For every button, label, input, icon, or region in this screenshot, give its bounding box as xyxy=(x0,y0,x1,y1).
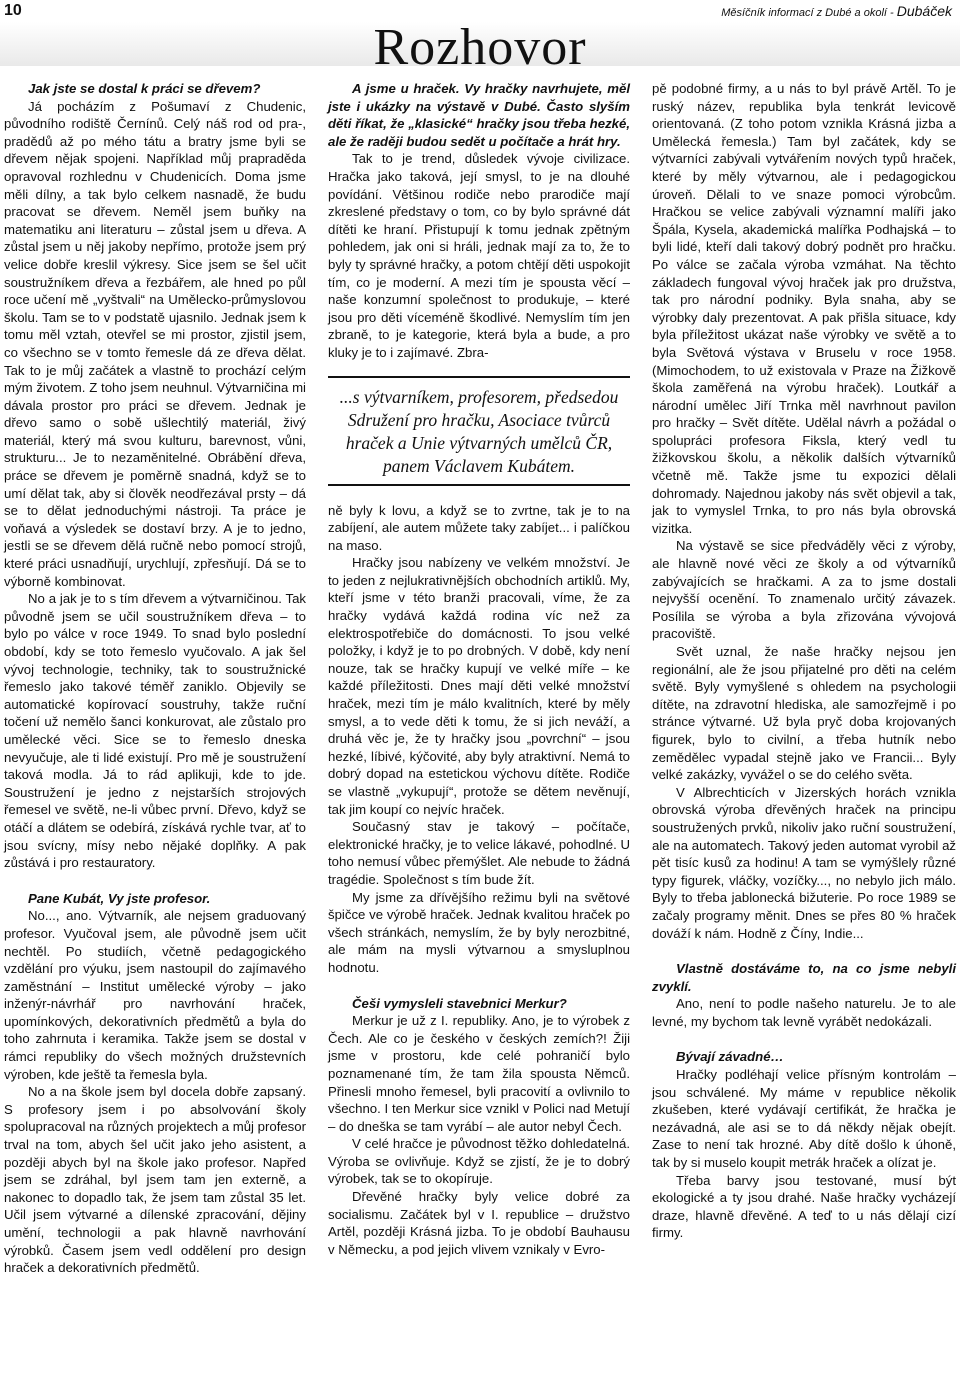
pull-quote: ...s výtvarníkem, profesorem, předsedou Sdružení pro hračku, Asociace tvůrců hraček a Unie výtvarných umělců ČR, panem Václavem Kubátem. xyxy=(328,376,630,486)
publication-header xyxy=(721,3,952,19)
paragraph: Dřevěné hračky byly velice dobré za socialismu. Začátek byl v I. republice – družstvo Artěl, později Krásná jizba. To je období Bauhausu v Německu, a pod jejich vlivem vznikaly v Evro- xyxy=(328,1189,630,1257)
paragraph: My jsme za dřívějšího režimu byli na světové špičce ve výrobě hraček. Jednak kvalitou hraček po všech stránkách, nemyslím, že by byly nerozbitné, ale mám na mysli výtvarnou a smysluplnou hodnotu. xyxy=(328,889,630,975)
interview-question: Jak jste se dostal k práci se dřevem? xyxy=(28,81,261,96)
paragraph: Ano, není to podle našeho naturelu. Je to ale levné, my bychom tak levně vyrábět nedokázali. xyxy=(652,996,956,1029)
interview-question: Češi vymysleli stavebnici Merkur? xyxy=(352,995,567,1011)
paragraph: Já pocházím z Pošumaví z Chudenic, původního rodiště Černínů. Celý náš rod od pra-, pradědů až po mého tátu a bratry jsme byli se dřevem nějak spojeni. Například můj prapraděda opravoval rozhlednu v Chudenicích. Doma jsme měli dílny, a tak bylo celkem nasnadě, že budu pracovat se dřevem. Neměl jsem buňky na matematiku ani literaturu – zůstal jsem u dřeva. A zůstal jsem u něj jakoby nepřímo, protože jsem prý velice dobře kreslil výkresy. Sice jsem se šel učit soustružníkem dřeva a řezbářem, ale hned po půl roce učení mě „vyštvali“ na Umělecko-průmyslovou školu. Tam se to v podstatě ujasnilo. Jednak jsem k tomu měl vztah, otevřel se mi prostor, zjistil jsem, co všechno se v tomto řemesle dá ze dřeva dělat. Tak to je můj začátek a vlastně to prochází celým mým životem. Z toho jsem neuhnul. Výtvarničina mi dávala prostor pro práci se dřevem. Jednak je dřevo samo o sobě ušlechtilý materiál, živý materiál, který má svou kulturu, barevnost, vůni, strukturu... Je to nezaměnitelné. Obrábění dřeva, práce se dřevem je poměrně snadná, když se to umí dělat tak, aby si člověk neodřezával prsty – dá se to dělat jednoduchými nástroji. Ta práce je voňavá a výsledek se dostaví brzy. A je to jedno, jestli se se dřevem dělá ručně nebo pomocí strojů, které práci usnadňují, urychlují, zpřesňují. Dá se to výborně kombinovat. xyxy=(4,98,306,589)
paragraph: No a na škole jsem byl docela dobře zapsaný. S profesory jsem i po absolvování školy spolupracoval na různých projektech a můj profesor trval na tom, abych šel učit jako jeho asistent, a později abych byl na škole jako profesor. Napřed jsem se zdráhal, byl jsem tam jen externě, a nakonec to dopadlo tak, že jsem tam zůstal 35 let. Učil jsem výtvarné a dílenské zpracování, dějiny umění, technologii a pak hlavně navrhování výrobků. Časem jsem vedl oddělení pro design hraček a dekorativních předmětů. xyxy=(4,1084,307,1276)
paragraph: Hračky jsou nabízeny ve velkém množství. Je to jeden z nejlukrativnějších obchodních artiklů. My, kteří jsme v této branži pracovali, víme, že za hračky vydává každá rodina víc než za elektrospotřebiče do domácnosti. To jsou velké položky, i když je to po drobných. V době, kdy není nouze, tak se hračky kupují ve velké míře – ke každé příležitosti. Dnes mají děti velké množství hraček, mezi tím je málo kvalitních, které by měly smysl, a to vede děti k tomu, že si jich neváží, a druhá věc je, že ty hračky jsou „povrchní“ – jsou hezké, líbivé, kýčovité, aby byly atraktivní. Nemá to dobrý dopad na estetickou výchovu dítěte. Rodiče se vlastně „vykupují“, protože se dětem nevěnují, tak jim koupí co nejvíc hraček. xyxy=(328,555,630,817)
paragraph: Hračky podléhají velice přísným kontrolám – jsou schválené. My máme v republice několik zkušeben, které vydávají certifikát, že hračka je nezávadná, ale asi se to dá někdy nějak obejít. Zase to není tak hrozné. Aby dítě došlo k úhoně, tak by si muselo koupit metrák hraček a olízat je. xyxy=(652,1067,956,1171)
column-1 xyxy=(4,80,306,1277)
brand-name: Dubáček xyxy=(896,3,952,19)
publication-name: Měsíčník informací z Dubé a okolí - xyxy=(721,7,894,19)
paragraph: V celé hračce je původnost těžko dohledatelná. Výroba se ovlivňuje. Když se zjistí, že je to dobrý výrobek, tak se to okopíruje. xyxy=(328,1136,630,1187)
column-3 xyxy=(652,80,956,1242)
paragraph: pě podobné firmy, a u nás to byl právě Artěl. To je ruský název, republika byla tenkrát levicově orientovaná. (Z toho potom vznikla Krásná jizba a Umělecká řemesla.) Tam byl začátek, kdy se výtvarníci zabývali vytvářením nových typů hraček, které by měly výtvarnou, ale i pedagogickou úroveň. Dělali to ve snaze pomoci výrobcům. Hračkou se velice zabývali významní malíři jako Špála, Kysela, akademická malířka Podhajská – to byli lidé, kteří dali takový dobrý podnět pro hračku. Po válce se začala výroba vzmáhat. Na těchto základech fungoval vývoj hraček jak pro družstva, tak pro národní podniky. Byla snaha, aby se výrobky daly prezentovat. A pak přišla situace, kdy byla příležitost ukázat naše výrobky ve světě a to byla Světová výstava v Bruselu v roce 1958. (Mimochodem, to už existovala v Praze na Žižkově škola zaměřená na výrobu hraček). Loutkář a národní umělec Jiří Trnka měl navrhnout pavilon pro hračky – Svět dítěte. Udělal návrh a požádal o spolupráci profesora Fiksla, který vedl tu žižkovskou školu, a několik dalších výtvarníků včetně mě. Takže jsme tu expozici dělali dohromady. Najednou jakoby nás svět objevil a tak, jak to vymyslel Trnka, to pro nás byla obrovská vizitka. xyxy=(652,81,956,536)
paragraph: Třeba barvy jsou testované, musí být ekologické a ty jsou drahé. Naše hračky vycházejí draze, hlavně dřevěné. A teď to u nás dělají cizí firmy. xyxy=(652,1172,956,1241)
paragraph: Na výstavě se sice předváděly věci z výroby, ale hlavně nové věci ze školy a od výtvarníků zabývajících se hračkami. A za to jsme dostali nejvyšší ocenění. To znamenalo určitý závazek. Posílila se výroba a byla zřizována vývojová pracoviště. xyxy=(652,538,956,642)
paragraph: Tak to je trend, důsledek vývoje civilizace. Hračka jako taková, její smysl, to je na dlouhé povídání. Většinou rodiče nebo prarodiče mají zkreslené představy o tom, co by bylo správné dát dítěti ke hraní. Přistupují k tomu jednak zpětným pohledem, jak oni si hráli, jednak mají za to, že to byly ty správné hračky, a potom chtějí děti uspokojit tím, co je moderní. A mezi tím je spousta věcí – naše konzumní společnost to produkuje, – které jsou pro děti víceméně škodlivé. Nemyslím tím jen zbraně, to je kategorie, která byla a bude, a pro kluky je to i zajímavé. Zbra- xyxy=(328,151,630,360)
paragraph: ně byly k lovu, a když se to zvrtne, tak je to na zabíjení, ale autem můžete taky zabíjet... i palíčkou na maso. xyxy=(328,502,630,553)
paragraph: V Albrechticích v Jizerských horách vznikla obrovská výroba dřevěných hraček na principu soustružených prvků, nikoliv jako ruční soustružení, ale na automatech. Takový jeden automat vyrobil až pět tisíc kusů za hodinu! A tam se vymýšlely různé typy figurek, vláčky, vozíčky..., no nebylo jich málo. Byly to třeba jablonecká bižuterie. Po roce 1989 se začaly programy měnit. Dnes se přes 80 % hraček dováží k nám. Hodně z Číny, Indie... xyxy=(652,784,956,941)
page-number: 10 xyxy=(4,2,22,19)
interview-question: A jsme u hraček. Vy hračky navrhujete, měl jste i ukázky na výstavě v Dubé. Často slyším děti říkat, že „klasické“ hračky jsou třeba hezké, ale že raději budou sedět u počítače a hrát hry. xyxy=(328,81,630,149)
paragraph: Merkur je už z I. republiky. Ano, je to výrobek z Čech. Ale co je českého v českých zemích?! Žiji jsme v prostoru, kde celé pohraničí bylo poznamenané tím, že tam žila spousta Němců. Přinesli mnoho řemesel, byli pracovití a ovlivnilo to všechno. I ten Merkur sice vznikl v Polici nad Metují – do dneška se tam vyrábí – ale autor nebyl Čech. xyxy=(328,1013,630,1134)
paragraph: No a jak je to s tím dřevem a výtvarničinou. Tak původně jsem se učil soustružníkem dřeva – to bylo po válce v roce 1949. To snad bylo poslední období, kdy se toto řemeslo vyučovalo. A jak šel vývoj technologie, techniky, tak to soustružnické řemeslo jako takové téměř zaniklo. Objevily se automatické kopírovací soustruhy, takže ruční točení už nemělo šanci konkurovat, ale zůstalo pro umělecké věci. Sice se to řemeslo dneska nevyučuje, ale ti lidé existují. Pro mě je soustružení taková modla. Já to rád aplikuji, kde to jde. Soustružení je jedno z nejstarších strojových řemesel ve světě, ne-li vůbec první. Dřevo, když se otáčí a dlátem se odebírá, získává rychle tvar, ať to jsou svícny, mísy nebo nějaké doplňky. A pak zůstává i pro restauratory. xyxy=(4,591,306,871)
section-title: Rozhovor xyxy=(373,19,587,76)
paragraph: Svět uznal, že naše hračky nejsou jen regionální, ale že jsou přijatelné pro děti na celém světě. Byly vymyšlené s ohledem na psychologii dítěte, na zdravotní hlediska, ale samozřejmě i po stránce výtvarné. Už byla pryč doba krojovaných figurek, bylo to civilní, a třeba hutník nebo zemědělec vypadal stejně jako ve Francii... Byly velké zakázky, vyvážel o se do celého světa. xyxy=(652,644,956,783)
paragraph: Současný stav je takový – počítače, elektronické hračky, je to velice lákavé, pohodlné. U toho nemusí vůbec přemýšlet. Ale nebude to žádná tragédie. Společnost s tím bude žít. xyxy=(328,819,630,887)
interview-question: Vlastně dostáváme to, na co jsme nebyli zvyklí. xyxy=(652,961,956,994)
interview-question: Pane Kubát, Vy jste profesor. xyxy=(28,890,211,906)
column-2 xyxy=(328,80,630,1258)
interview-question: Bývají závadné… xyxy=(676,1049,784,1065)
paragraph: No..., ano. Výtvarník, ale nejsem graduovaný profesor. Vyučoval jsem, ale původně jsem učit nechtěl. Po studiích, včetně pedagogického vzdělání pro výuku, jsem nastoupil do zajímavého zaměstnání – Institut umělecké výroby – jako inženýr-návrhář pro navrhování hraček, upomínkových, dekorativních předmětů a byla do toho zahrnuta i keramika. Takže jsem se dostal v rámci republiky do všech možných družstevních výroben, kde ještě ta řemesla byla. xyxy=(4,908,306,1082)
